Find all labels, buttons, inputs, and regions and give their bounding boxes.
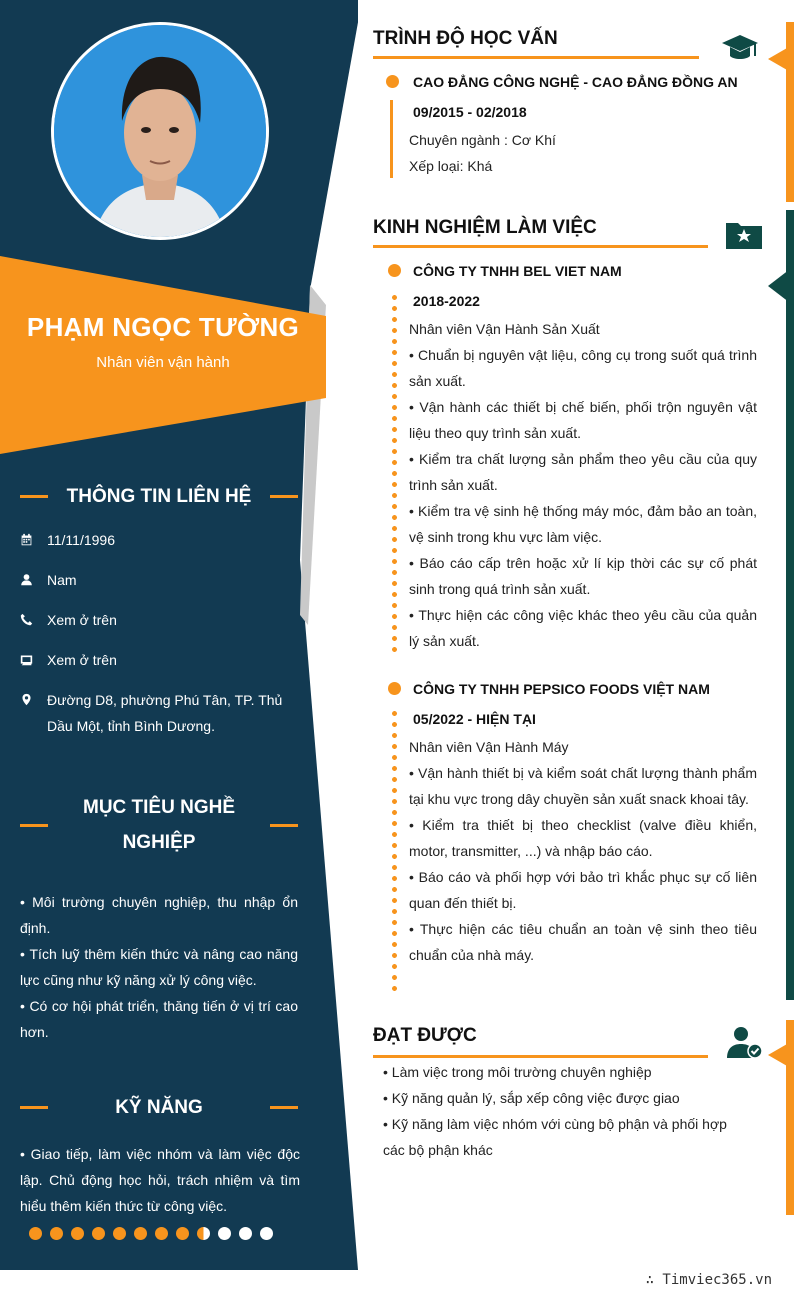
objective-item: • Tích luỹ thêm kiến thức và nâng cao năng lực cũng như kỹ năng xử lý công việc. <box>20 946 298 988</box>
right-edge-arrow <box>768 44 794 74</box>
timeline-line <box>390 100 393 178</box>
graduation-cap-icon <box>720 28 760 68</box>
skills-heading: KỸ NĂNG <box>20 1090 298 1125</box>
achievement-item: • Làm việc trong môi trường chuyên nghiệp <box>383 1064 652 1080</box>
job-role: Nhân viên Vận Hành Sản Xuất <box>409 321 600 337</box>
contact-phone: Xem ở trên <box>20 607 300 633</box>
skill-rating-dot <box>71 1227 84 1240</box>
education-grade: Xếp loại: Khá <box>409 158 493 174</box>
skill-rating-dot <box>113 1227 126 1240</box>
job-task: • Báo cáo cấp trên hoặc xử lí kịp thời các sự cố phát sinh trong quá trình sản xuất. <box>409 555 757 597</box>
education-major: Chuyên ngành : Cơ Khí <box>409 132 556 148</box>
candidate-job-title: Nhân viên vận hành <box>96 354 230 371</box>
contact-heading: THÔNG TIN LIÊN HỆ <box>20 479 298 514</box>
achievements-list <box>383 1059 743 1163</box>
job-task: • Kiểm tra chất lượng sản phẩm theo yêu cầu của quy trình sản xuất. <box>409 451 757 493</box>
objective-item: • Có cơ hội phát triển, thăng tiến ở vị trí cao hơn. <box>20 998 298 1040</box>
job-task: • Báo cáo và phối hợp với bảo trì khắc phục sự cố liên quan đến thiết bị. <box>409 869 757 911</box>
experience-heading: KINH NGHIỆM LÀM VIỆC <box>373 217 597 238</box>
skill-rating-dot <box>260 1227 273 1240</box>
phone-icon <box>20 607 47 633</box>
achievement-item: • Kỹ năng làm việc nhóm với cùng bộ phận và phối hợp các bộ phận khác <box>383 1116 727 1158</box>
skill-rating-dot <box>176 1227 189 1240</box>
job-task: • Vận hành các thiết bị chế biến, phối trộn nguyên vật liệu theo quy trình sản xuất. <box>409 399 757 441</box>
job-company: CÔNG TY TNHH PEPSICO FOODS VIỆT NAM <box>413 681 710 697</box>
portrait-photo-icon <box>54 25 266 237</box>
calendar-icon <box>20 527 47 553</box>
avatar <box>51 22 269 240</box>
skill-rating-dot <box>155 1227 168 1240</box>
objective-list <box>20 889 298 1045</box>
timeline-dot <box>388 264 401 277</box>
skill-rating-dot <box>134 1227 147 1240</box>
contact-address: Đường D8, phường Phú Tân, TP. Thủ Dầu Một, tỉnh Bình Dương. <box>20 687 300 739</box>
heading-dash <box>270 495 298 498</box>
right-edge-accent-dark <box>786 210 794 1000</box>
skill-rating-dot <box>218 1227 231 1240</box>
skill-rating-dot <box>197 1227 210 1240</box>
experience-underline <box>373 245 708 248</box>
skill-rating-dot <box>50 1227 63 1240</box>
job-task: • Kiểm tra thiết bị theo checklist (valve điều khiển, motor, transmitter, ...) và nhập báo cáo. <box>409 817 757 859</box>
achievements-heading: ĐẠT ĐƯỢC <box>373 1025 477 1046</box>
achievements-underline <box>373 1055 708 1058</box>
timeline-dotted-line <box>392 292 397 652</box>
skills-text: • Giao tiếp, làm việc nhóm và làm việc độc lập. Chủ động học hỏi, trách nhiệm và tìm hiểu thêm kiến thức từ công việc. <box>20 1146 300 1214</box>
heading-dash <box>20 1106 48 1109</box>
job-task-list <box>409 342 757 654</box>
job-period: 05/2022 - HIỆN TẠI <box>413 711 536 727</box>
heading-dash <box>20 824 48 827</box>
timeline-dot <box>386 75 399 88</box>
heading-dash <box>270 1106 298 1109</box>
timeline-dot <box>388 682 401 695</box>
right-edge-arrow <box>768 1040 794 1070</box>
job-role: Nhân viên Vận Hành Máy <box>409 739 569 755</box>
heading-dash <box>270 824 298 827</box>
job-task: • Kiểm tra vệ sinh hệ thống máy móc, đảm bảo an toàn, vệ sinh trong khu vực làm việc. <box>409 503 757 545</box>
briefcase-star-icon <box>724 215 764 255</box>
skill-rating-dot <box>92 1227 105 1240</box>
skill-rating <box>29 1227 273 1240</box>
skill-rating-dot <box>29 1227 42 1240</box>
education-period: 09/2015 - 02/2018 <box>413 104 527 120</box>
skill-rating-dot <box>239 1227 252 1240</box>
achievement-item: • Kỹ năng quản lý, sắp xếp công việc được giao <box>383 1090 680 1106</box>
timeline-dotted-line <box>392 708 397 994</box>
candidate-name: PHẠM NGỌC TƯỜNG <box>26 312 300 342</box>
job-task: • Chuẩn bị nguyên vật liệu, công cụ trong suốt quá trình sản xuất. <box>409 347 757 389</box>
objective-item: • Môi trường chuyên nghiệp, thu nhập ổn định. <box>20 894 298 936</box>
email-icon <box>20 647 47 673</box>
job-task: • Thực hiện các tiêu chuẩn an toàn vệ sinh theo tiêu chuẩn của nhà máy. <box>409 921 757 963</box>
education-underline <box>373 56 699 59</box>
person-check-icon <box>724 1022 764 1062</box>
education-heading: TRÌNH ĐỘ HỌC VẤN <box>373 28 558 49</box>
contact-email: Xem ở trên <box>20 647 300 673</box>
job-task-list <box>409 760 757 968</box>
contact-birthdate: 11/11/1996 <box>20 527 300 553</box>
job-task: • Vận hành thiết bị và kiểm soát chất lượng thành phẩm tại khu vực trong dây chuyền sản xuất snack khoai tây. <box>409 765 757 807</box>
person-icon <box>20 567 47 593</box>
job-period: 2018-2022 <box>413 293 480 309</box>
education-school: CAO ĐẲNG CÔNG NGHỆ - CAO ĐẲNG ĐỒNG AN <box>413 74 738 90</box>
job-task: • Thực hiện các công việc khác theo yêu cầu của quản lý sản xuất. <box>409 607 757 649</box>
job-company: CÔNG TY TNHH BEL VIET NAM <box>413 263 622 279</box>
heading-dash <box>20 495 48 498</box>
objective-heading: MỤC TIÊU NGHỀ NGHIỆP <box>20 790 298 860</box>
contact-gender: Nam <box>20 567 300 593</box>
location-icon <box>20 687 47 739</box>
right-edge-arrow-dark <box>768 266 794 306</box>
footer-brand: ∴ Timviec365.vn <box>645 1272 772 1288</box>
